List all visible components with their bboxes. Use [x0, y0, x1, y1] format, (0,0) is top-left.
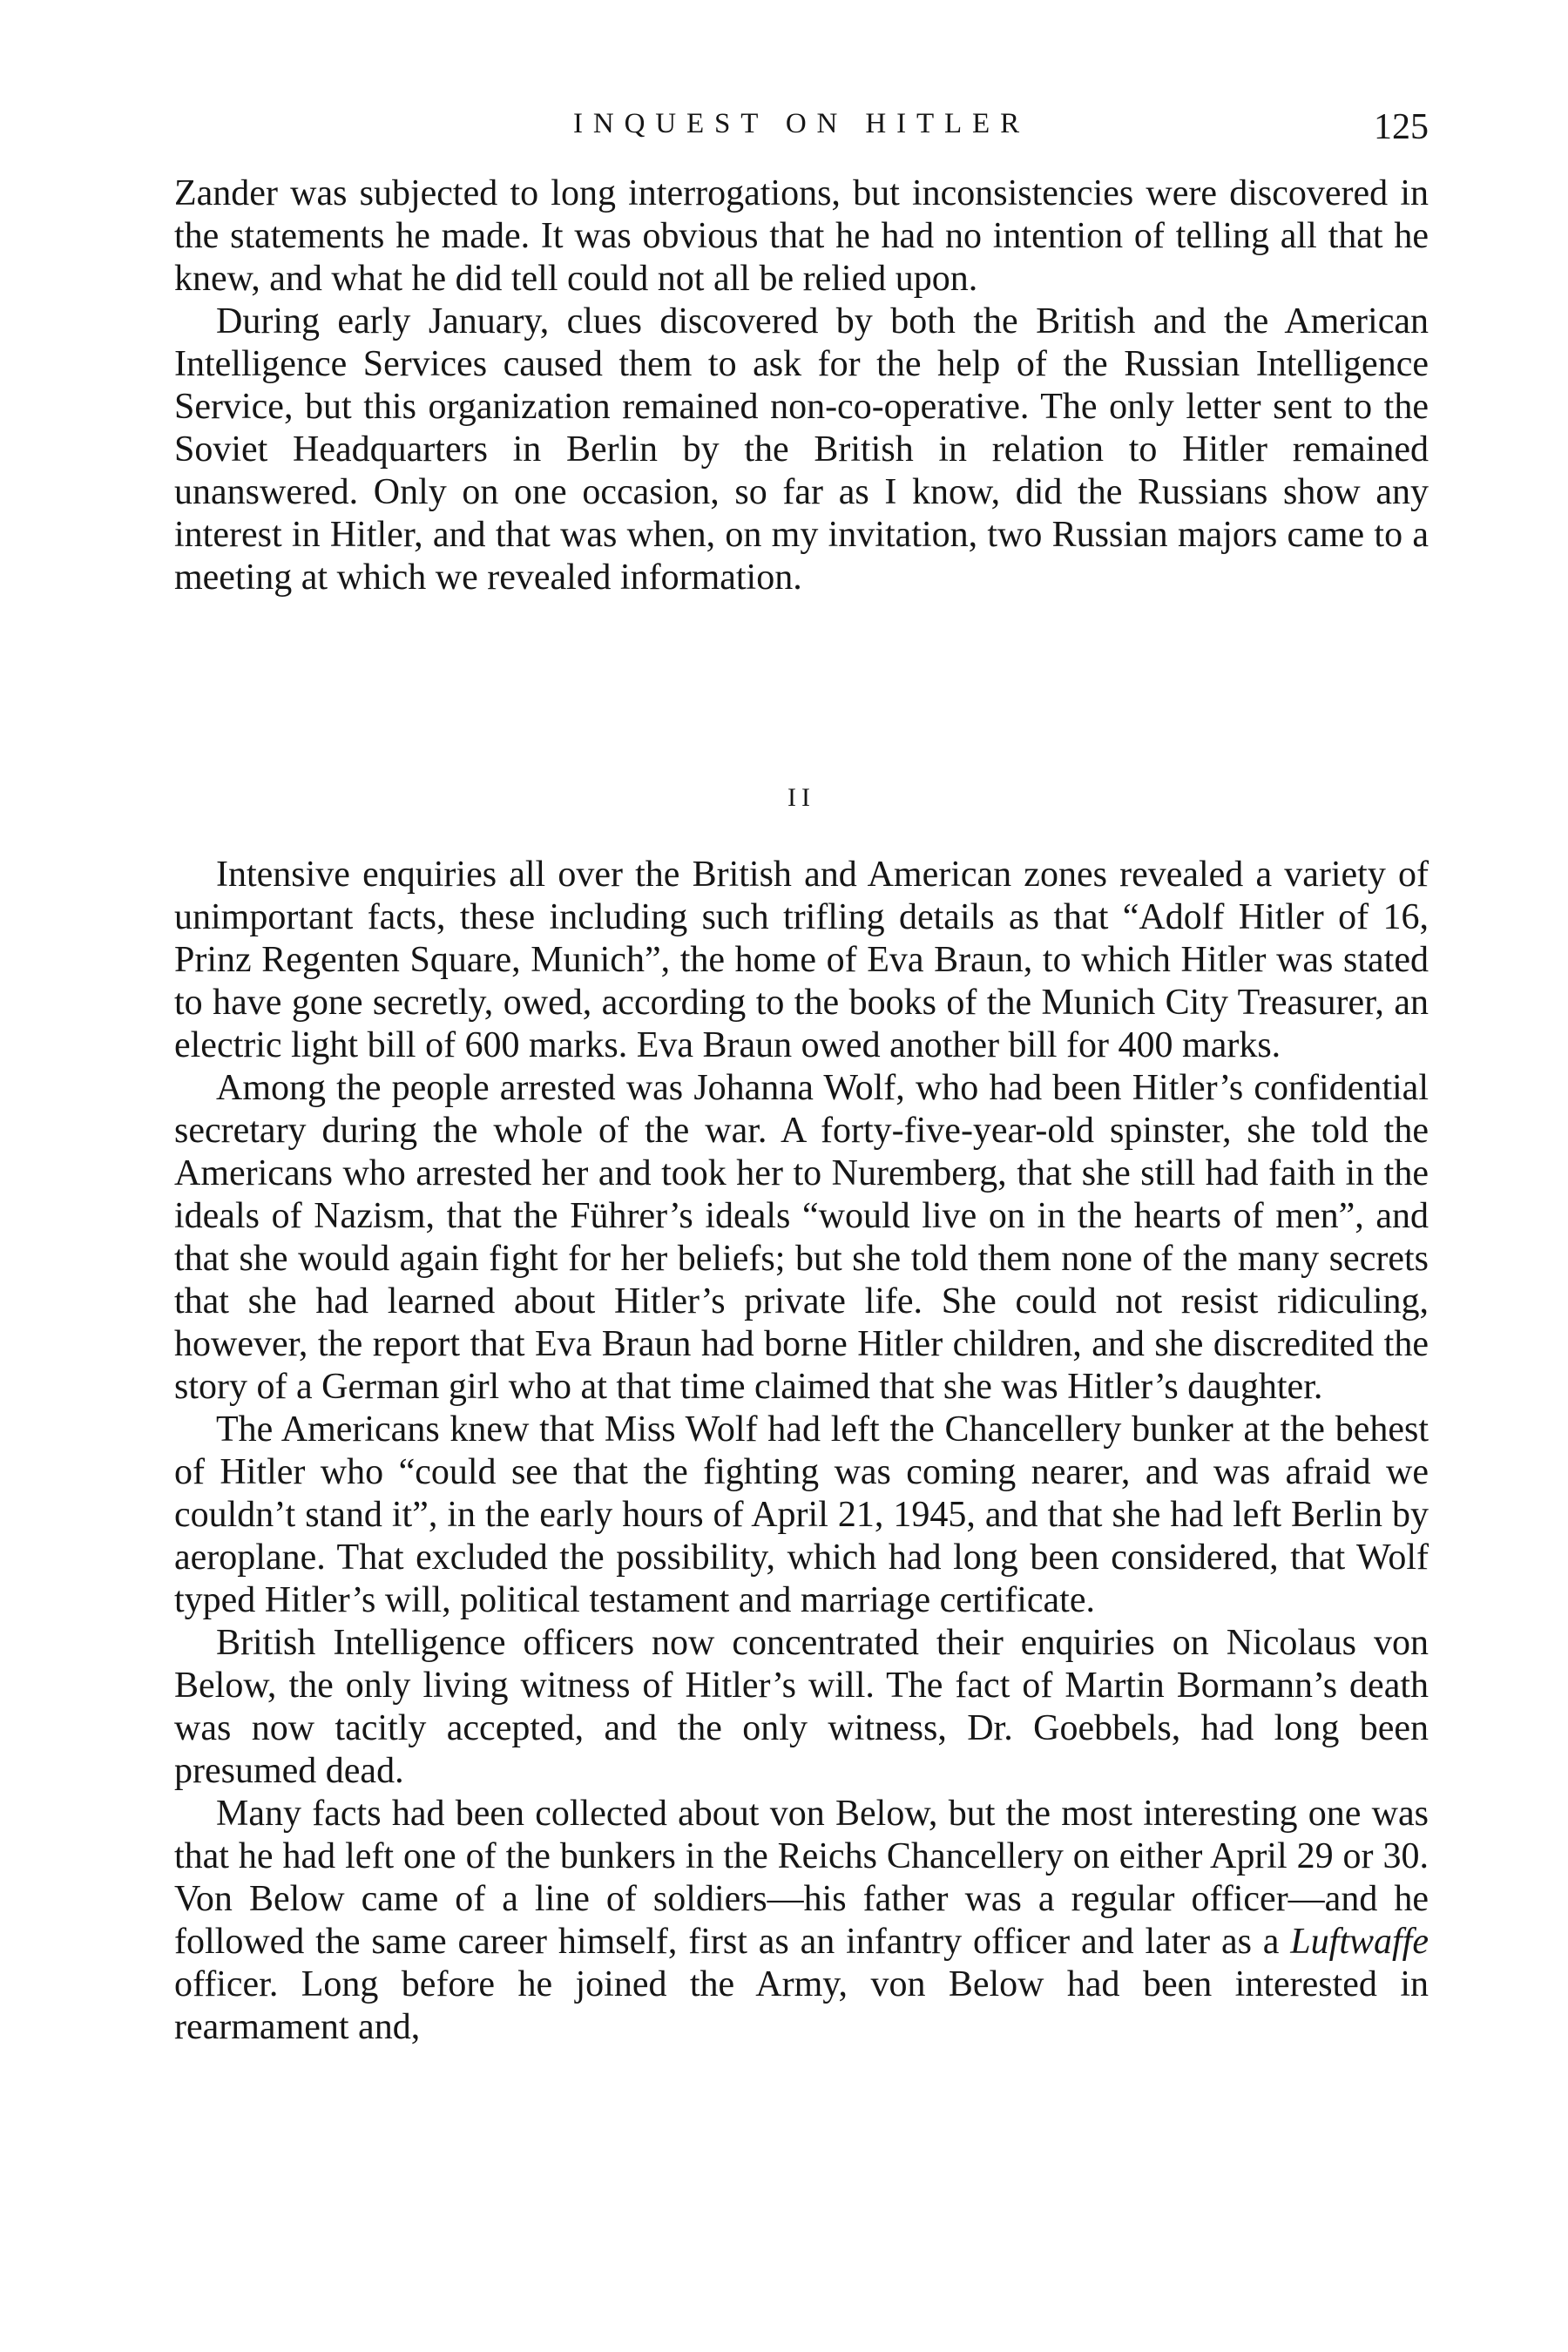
- paragraph: Intensive enquiries all over the British and American zones revealed a variety of unimportant facts, these including such trifling details as that “Adolf Hitler of 16, Prinz Regenten Square, Munich”, the home of Eva Braun, to which Hitler was stated to have gone secretly, owed, according to the books of the Munich City Treasurer, an electric light bill of 600 marks. Eva Braun owed another bill for 400 marks.: [174, 855, 1429, 1065]
- paragraph-last: [174, 1793, 1429, 2049]
- running-title: INQUEST ON HITLER: [573, 108, 1030, 139]
- italic-term: Luftwaffe: [1290, 1922, 1429, 1962]
- paragraph-segment: officer. Long before he joined the Army, von Below had been interested in rearmament and,: [174, 1964, 1429, 2047]
- text-block-after-section: [174, 854, 1429, 2049]
- paragraph: Among the people arrested was Johanna Wolf, who had been Hitler’s confidential secretary during the whole of the war. A forty-five-year-old spinster, she told the Americans who arrested her and took her to Nuremberg, that she still had faith in the ideals of Nazism, that the Führer’s ideals “would live on in the hearts of men”, and that she would again fight for her beliefs; but she told them none of the many secrets that she had learned about Hitler’s private life. She could not resist ridiculing, however, the report that Eva Braun had borne Hitler children, and she discredited the story of a German girl who at that time claimed that she was Hitler’s daughter.: [174, 1068, 1429, 1407]
- paragraph: Zander was subjected to long interrogations, but inconsistencies were discovered in the statements he made. It was obvious that he had no intention of telling all that he knew, and what he did tell could not all be relied upon.: [174, 173, 1429, 299]
- paragraph-segment: Many facts had been collected about von Below, but the most interesting one was that he had left one of the bunkers in the Reichs Chancellery on either April 29 or 30. Von Below came of a line of soldiers—his father was a regular officer—and he followed the same career himself, first as an infantry officer and later as a: [174, 1794, 1429, 1962]
- page-number: 125: [1374, 107, 1429, 147]
- paragraph: British Intelligence officers now concentrated their enquiries on Nicolaus von Below, the only living witness of Hitler’s will. The fact of Martin Bormann’s death was now tacitly accepted, and the only witness, Dr. Goebbels, had long been presumed dead.: [174, 1623, 1429, 1791]
- paragraph: The Americans knew that Miss Wolf had left the Chancellery bunker at the behest of Hitler who “could see that the fighting was coming nearer, and was afraid we couldn’t stand it”, in the early hours of April 21, 1945, and that she had left Berlin by aeroplane. That excluded the possibility, which had long been considered, that Wolf typed Hitler’s will, political testament and marriage certificate.: [174, 1409, 1429, 1620]
- paragraph: During early January, clues discovered by both the British and the American Intelligence Services caused them to ask for the help of the Russian Intelligence Service, but this organization remained non-co-operative. The only letter sent to the Soviet Headquarters in Berlin by the British in relation to Hitler remained unanswered. Only on one occasion, so far as I know, did the Russians show any interest in Hitler, and that was when, on my invitation, two Russian majors came to a meeting at which we revealed information.: [174, 301, 1429, 598]
- running-head: [174, 106, 1429, 159]
- section-number: II: [787, 783, 815, 812]
- text-block-before-section: [174, 172, 1429, 599]
